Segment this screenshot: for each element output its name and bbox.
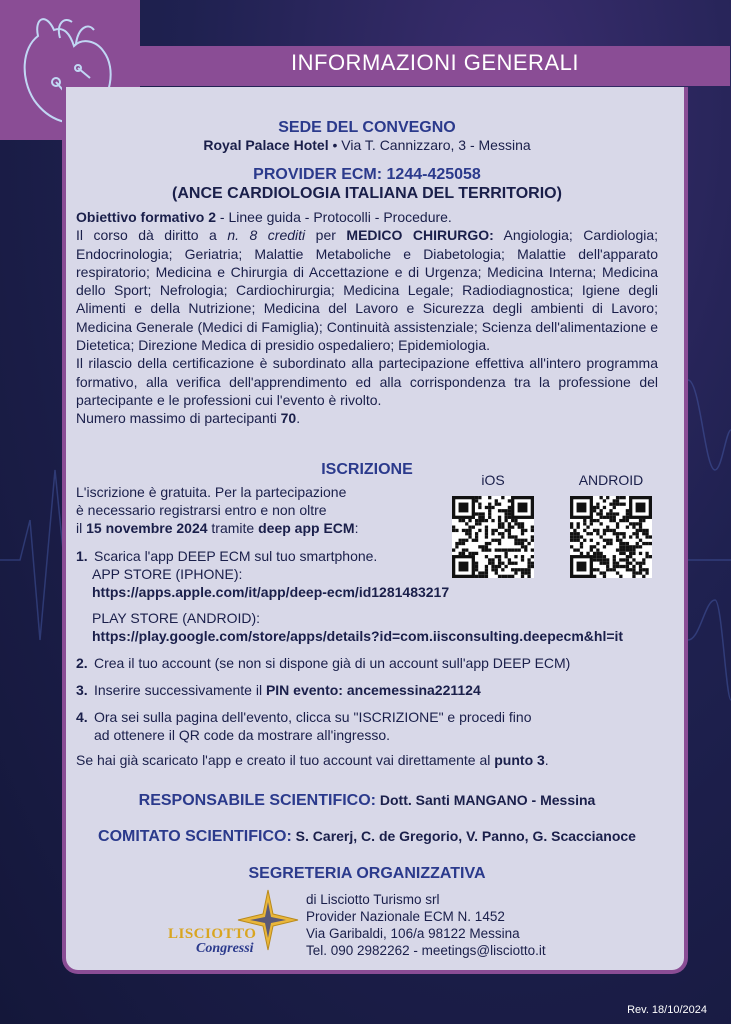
segreteria-title: SEGRETERIA ORGANIZZATIVA (248, 865, 486, 882)
already-installed-note (76, 751, 676, 769)
step-text: Crea il tuo account (se non si dispone già di un account sull'app DEEP ECM) (94, 655, 571, 671)
responsabile-scientifico (72, 792, 662, 810)
responsabile-label: RESPONSABILE SCIENTIFICO: (138, 792, 376, 809)
intro3-a: il (76, 520, 87, 536)
objective-text: - Linee guida - Protocolli - Procedure. (216, 209, 452, 225)
credits-text-c: per (305, 227, 347, 244)
android-label: ANDROID (578, 472, 644, 488)
provider-subtitle: (ANCE CARDIOLOGIA ITALIANA DEL TERRITORIO) (172, 185, 562, 202)
max-dot: . (296, 410, 301, 427)
logo-lisciotto: LISCIOTTO (168, 926, 257, 942)
step-number: 2. (76, 655, 88, 671)
app-name: deep app ECM (258, 520, 355, 536)
step-number: 1. (76, 548, 88, 564)
playstore-label: PLAY STORE (ANDROID): (92, 610, 261, 626)
credits-text-a: Il corso dà diritto a (76, 227, 228, 244)
credits-paragraph (76, 226, 658, 354)
intro-line1: L'iscrizione è gratuita. Per la partecipazione (76, 484, 347, 500)
appstore-label: APP STORE (IPHONE): (92, 566, 243, 582)
intro3-c: tramite (207, 520, 259, 536)
step-text: Ora sei sulla pagina dell'evento, clicca su "ISCRIZIONE" e procedi fino (94, 709, 532, 725)
playstore-link[interactable]: https://play.google.com/store/apps/details?id=com.iisconsulting.deepecm&hl=it (92, 628, 624, 644)
steps-list (76, 547, 676, 769)
note-dot: . (544, 752, 549, 768)
pin-code: PIN evento: ancemessina221124 (265, 682, 481, 698)
max-number: 70 (280, 410, 297, 427)
segreteria-phone-email[interactable]: Tel. 090 2982262 - meetings@lisciotto.it (306, 943, 546, 958)
disciplines: Angiologia; Cardiologia; Endocrinologia; Geriatria; Malattie Metaboliche e Diabetologia; Malattie dell'apparato respiratorio; Medicina e Chirurgia di Accettazione e di Urgenza; Medicina Interna; Medicina dello Sport; Nefrologia; Cardiochirurgia; Medicina Legale; Radiodiagnostica; Igiene degli Alimenti e della Nutrizione; Medicina del Lavoro e Sicurezza degli ambienti di Lavoro; Medicina Generale (Medici di Famiglia); Continuità assistenziale; Scienza dell'alimentazione e Dietetica; Direzione Medica di presidio ospedaliero; Epidemiologia. (76, 227, 659, 354)
step-text: Inserire successivamente il (94, 682, 266, 698)
intro-line3 (76, 519, 436, 537)
step-1 (76, 547, 676, 565)
note-point: punto 3 (494, 752, 545, 768)
step-4 (76, 708, 676, 726)
segreteria-provider: Provider Nazionale ECM N. 1452 (306, 909, 505, 924)
sede-address (72, 137, 662, 153)
provider-title: PROVIDER ECM: 1244-425058 (253, 166, 481, 183)
objective-label: Obiettivo formativo 2 (76, 209, 217, 225)
deadline-date: 15 novembre 2024 (86, 520, 208, 536)
note-text: Se hai già scaricato l'app e creato il tuo account vai direttamente al (76, 752, 495, 768)
ios-label: iOS (481, 472, 505, 488)
step-text: Scarica l'app DEEP ECM sul tuo smartphone. (94, 548, 378, 564)
intro3-e: : (354, 520, 359, 536)
max-participants (76, 409, 658, 427)
page-title: INFORMAZIONI GENERALI (291, 50, 579, 75)
provider-body (76, 208, 658, 428)
logo-congressi: Congressi (196, 941, 254, 956)
comitato-names: S. Carerj, C. de Gregorio, V. Panno, G. Scaccianoce (291, 828, 636, 844)
segreteria-company: di Lisciotto Turismo srl (306, 892, 440, 907)
segreteria-contacts (306, 891, 596, 959)
objective (76, 208, 658, 226)
comitato-scientifico (72, 828, 662, 846)
profession: MEDICO CHIRURGO: (346, 227, 494, 244)
step-2 (76, 654, 676, 672)
certification-text: Il rilascio della certificazione è subordinato alla partecipazione effettiva all'intero programma formativo, alla verifica dell'apprendimento ed alla corrispondenza tra la professione del partecipante e le professioni cui l'evento è rivolto. (76, 355, 658, 408)
iscrizione-title: ISCRIZIONE (321, 461, 413, 478)
intro-line2: è necessario registrarsi entro e non oltre (76, 502, 327, 518)
step-text-line2: ad ottenere il QR code da mostrare all'ingresso. (94, 727, 391, 743)
max-text: Numero massimo di partecipanti (76, 410, 281, 427)
responsabile-name: Dott. Santi MANGANO - Messina (376, 792, 596, 808)
sede-title: SEDE DEL CONVEGNO (278, 119, 456, 136)
appstore-link[interactable]: https://apps.apple.com/it/app/deep-ecm/id1281483217 (92, 584, 450, 600)
revision-date: Rev. 18/10/2024 (627, 1004, 707, 1016)
segreteria-address: Via Garibaldi, 106/a 98122 Messina (306, 926, 520, 941)
comitato-label: COMITATO SCIENTIFICO: (98, 828, 292, 845)
iscrizione-intro (76, 483, 436, 537)
step-3 (76, 681, 676, 699)
separator: • (328, 137, 342, 153)
step-number: 4. (76, 709, 88, 725)
credits-count: n. 8 crediti (227, 227, 306, 244)
hotel-name: Royal Palace Hotel (203, 137, 329, 153)
step-number: 3. (76, 682, 88, 698)
hotel-address: Via T. Cannizzaro, 3 - Messina (341, 137, 531, 153)
